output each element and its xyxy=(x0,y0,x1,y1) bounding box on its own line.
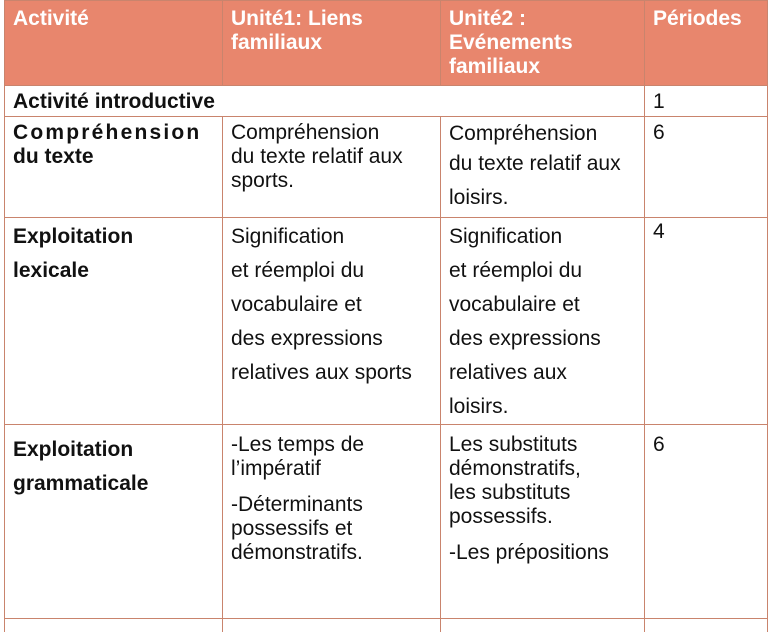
table-row xyxy=(5,86,768,117)
header-unite2: Unité2 : Evénements familiaux xyxy=(441,1,645,86)
cell-periodes: 6 xyxy=(645,117,768,218)
table-row xyxy=(5,425,768,619)
cell-unite2: Les substituts démonstratifs, les substituts possessifs. -Les prépositions xyxy=(441,425,645,619)
cell-unite2: Compréhension du texte relatif aux loisirs. xyxy=(441,117,645,218)
cell-periodes: 1 xyxy=(645,86,768,117)
planning-table xyxy=(4,0,768,632)
header-row xyxy=(5,1,768,86)
cell-activite: Exploitation lexicale xyxy=(5,218,223,425)
header-unite1: Unité1: Liens familiaux xyxy=(223,1,441,86)
table-row xyxy=(5,117,768,218)
table-row xyxy=(5,619,768,632)
header-periodes: Périodes xyxy=(645,1,768,86)
cell-activite: Exploitation grammaticale xyxy=(5,425,223,619)
cell-empty xyxy=(441,619,645,632)
header-activite: Activité xyxy=(5,1,223,86)
cell-activite: Activité introductive xyxy=(5,86,645,117)
cell-empty xyxy=(5,619,223,632)
cell-unite1: -Les temps de l’impératif -Déterminants possessifs et démonstratifs. xyxy=(223,425,441,619)
cell-periodes: 6 xyxy=(645,425,768,619)
cell-empty xyxy=(645,619,768,632)
cell-empty xyxy=(223,619,441,632)
cell-unite1: Signification et réemploi du vocabulaire et des expressions relatives aux sports xyxy=(223,218,441,425)
cell-unite2: Signification et réemploi du vocabulaire et des expressions relatives aux loisirs. xyxy=(441,218,645,425)
cell-unite1: Compréhension du texte relatif aux sports. xyxy=(223,117,441,218)
cell-activite: Compréhension du texte xyxy=(5,117,223,218)
table-row xyxy=(5,218,768,425)
cell-periodes: 4 xyxy=(645,218,768,425)
